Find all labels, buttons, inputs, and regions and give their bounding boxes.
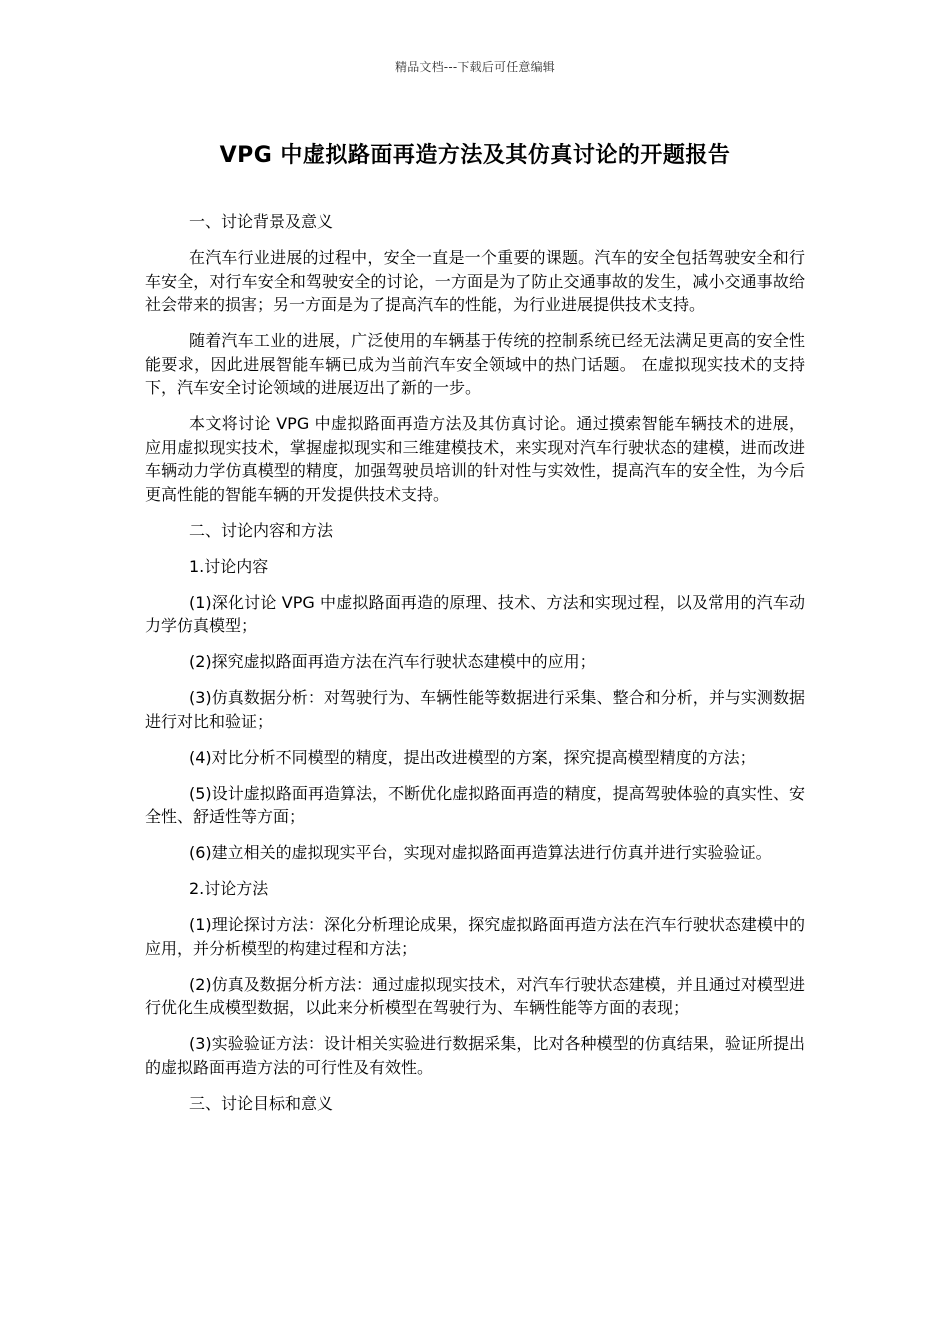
section-heading-goals: 三、讨论目标和意义 <box>189 1093 334 1113</box>
subsection-heading-content: 1.讨论内容 <box>189 556 269 576</box>
list-item: (2)仿真及数据分析方法：通过虚拟现实技术，对汽车行驶状态建模，并且通过对模型进行优化生成模型数据，以此来分析模型在驾驶行为、车辆性能等方面的表现； <box>145 974 805 1017</box>
subsection-heading-methods: 2.讨论方法 <box>189 879 269 898</box>
list-item: (3)仿真数据分析：对驾驶行为、车辆性能等数据进行采集、整合和分析，并与实测数据进行对比和验证； <box>145 688 805 731</box>
page-header: 精品文档---下载后可任意编辑 <box>395 60 555 74</box>
section-heading-content-methods: 二、讨论内容和方法 <box>189 520 334 540</box>
document-body <box>145 210 805 1128</box>
list-item: (1)深化讨论 VPG 中虚拟路面再造的原理、技术、方法和实现过程，以及常用的汽车动力学仿真模型； <box>145 592 805 635</box>
list-item: (3)实验验证方法：设计相关实验进行数据采集，比对各种模型的仿真结果，验证所提出的虚拟路面再造方法的可行性及有效性。 <box>145 1034 805 1077</box>
section-heading-background: 一、讨论背景及意义 <box>189 212 334 231</box>
paragraph: 本文将讨论 VPG 中虚拟路面再造方法及其仿真讨论。通过摸索智能车辆技术的进展，应用虚拟现实技术，掌握虚拟现实和三维建模技术，来实现对汽车行驶状态的建模，进而改进车辆动力学仿真模型的精度，加强驾驶员培训的针对性与实效性，提高汽车的安全性，为今后更高性能的智能车辆的开发提供技术支持。 <box>145 414 805 504</box>
paragraph: 随着汽车工业的进展，广泛使用的车辆基于传统的控制系统已经无法满足更高的安全性能要求，因此进展智能车辆已成为当前汽车安全领域中的热门话题。 在虚拟现实技术的支持下，汽车安全讨论领域的进展迈出了新的一步。 <box>145 331 805 397</box>
list-item: (1)理论探讨方法：深化分析理论成果，探究虚拟路面再造方法在汽车行驶状态建模中的应用，并分析模型的构建过程和方法； <box>145 915 805 958</box>
list-item: (4)对比分析不同模型的精度，提出改进模型的方案，探究提高模型精度的方法； <box>189 747 756 767</box>
list-item: (2)探究虚拟路面再造方法在汽车行驶状态建模中的应用； <box>189 652 596 671</box>
document-title: VPG 中虚拟路面再造方法及其仿真讨论的开题报告 <box>219 143 731 168</box>
paragraph: 在汽车行业进展的过程中，安全一直是一个重要的课题。汽车的安全包括驾驶安全和行车安全，对行车安全和驾驶安全的讨论，一方面是为了防止交通事故的发生，减小交通事故给社会带来的损害；另一方面是为了提高汽车的性能，为行业进展提供技术支持。 <box>145 248 805 314</box>
list-item: (5)设计虚拟路面再造算法，不断优化虚拟路面再造的精度，提高驾驶体验的真实性、安全性、舒适性等方面； <box>145 783 805 826</box>
list-item: (6)建立相关的虚拟现实平台，实现对虚拟路面再造算法进行仿真并进行实验验证。 <box>189 843 772 862</box>
